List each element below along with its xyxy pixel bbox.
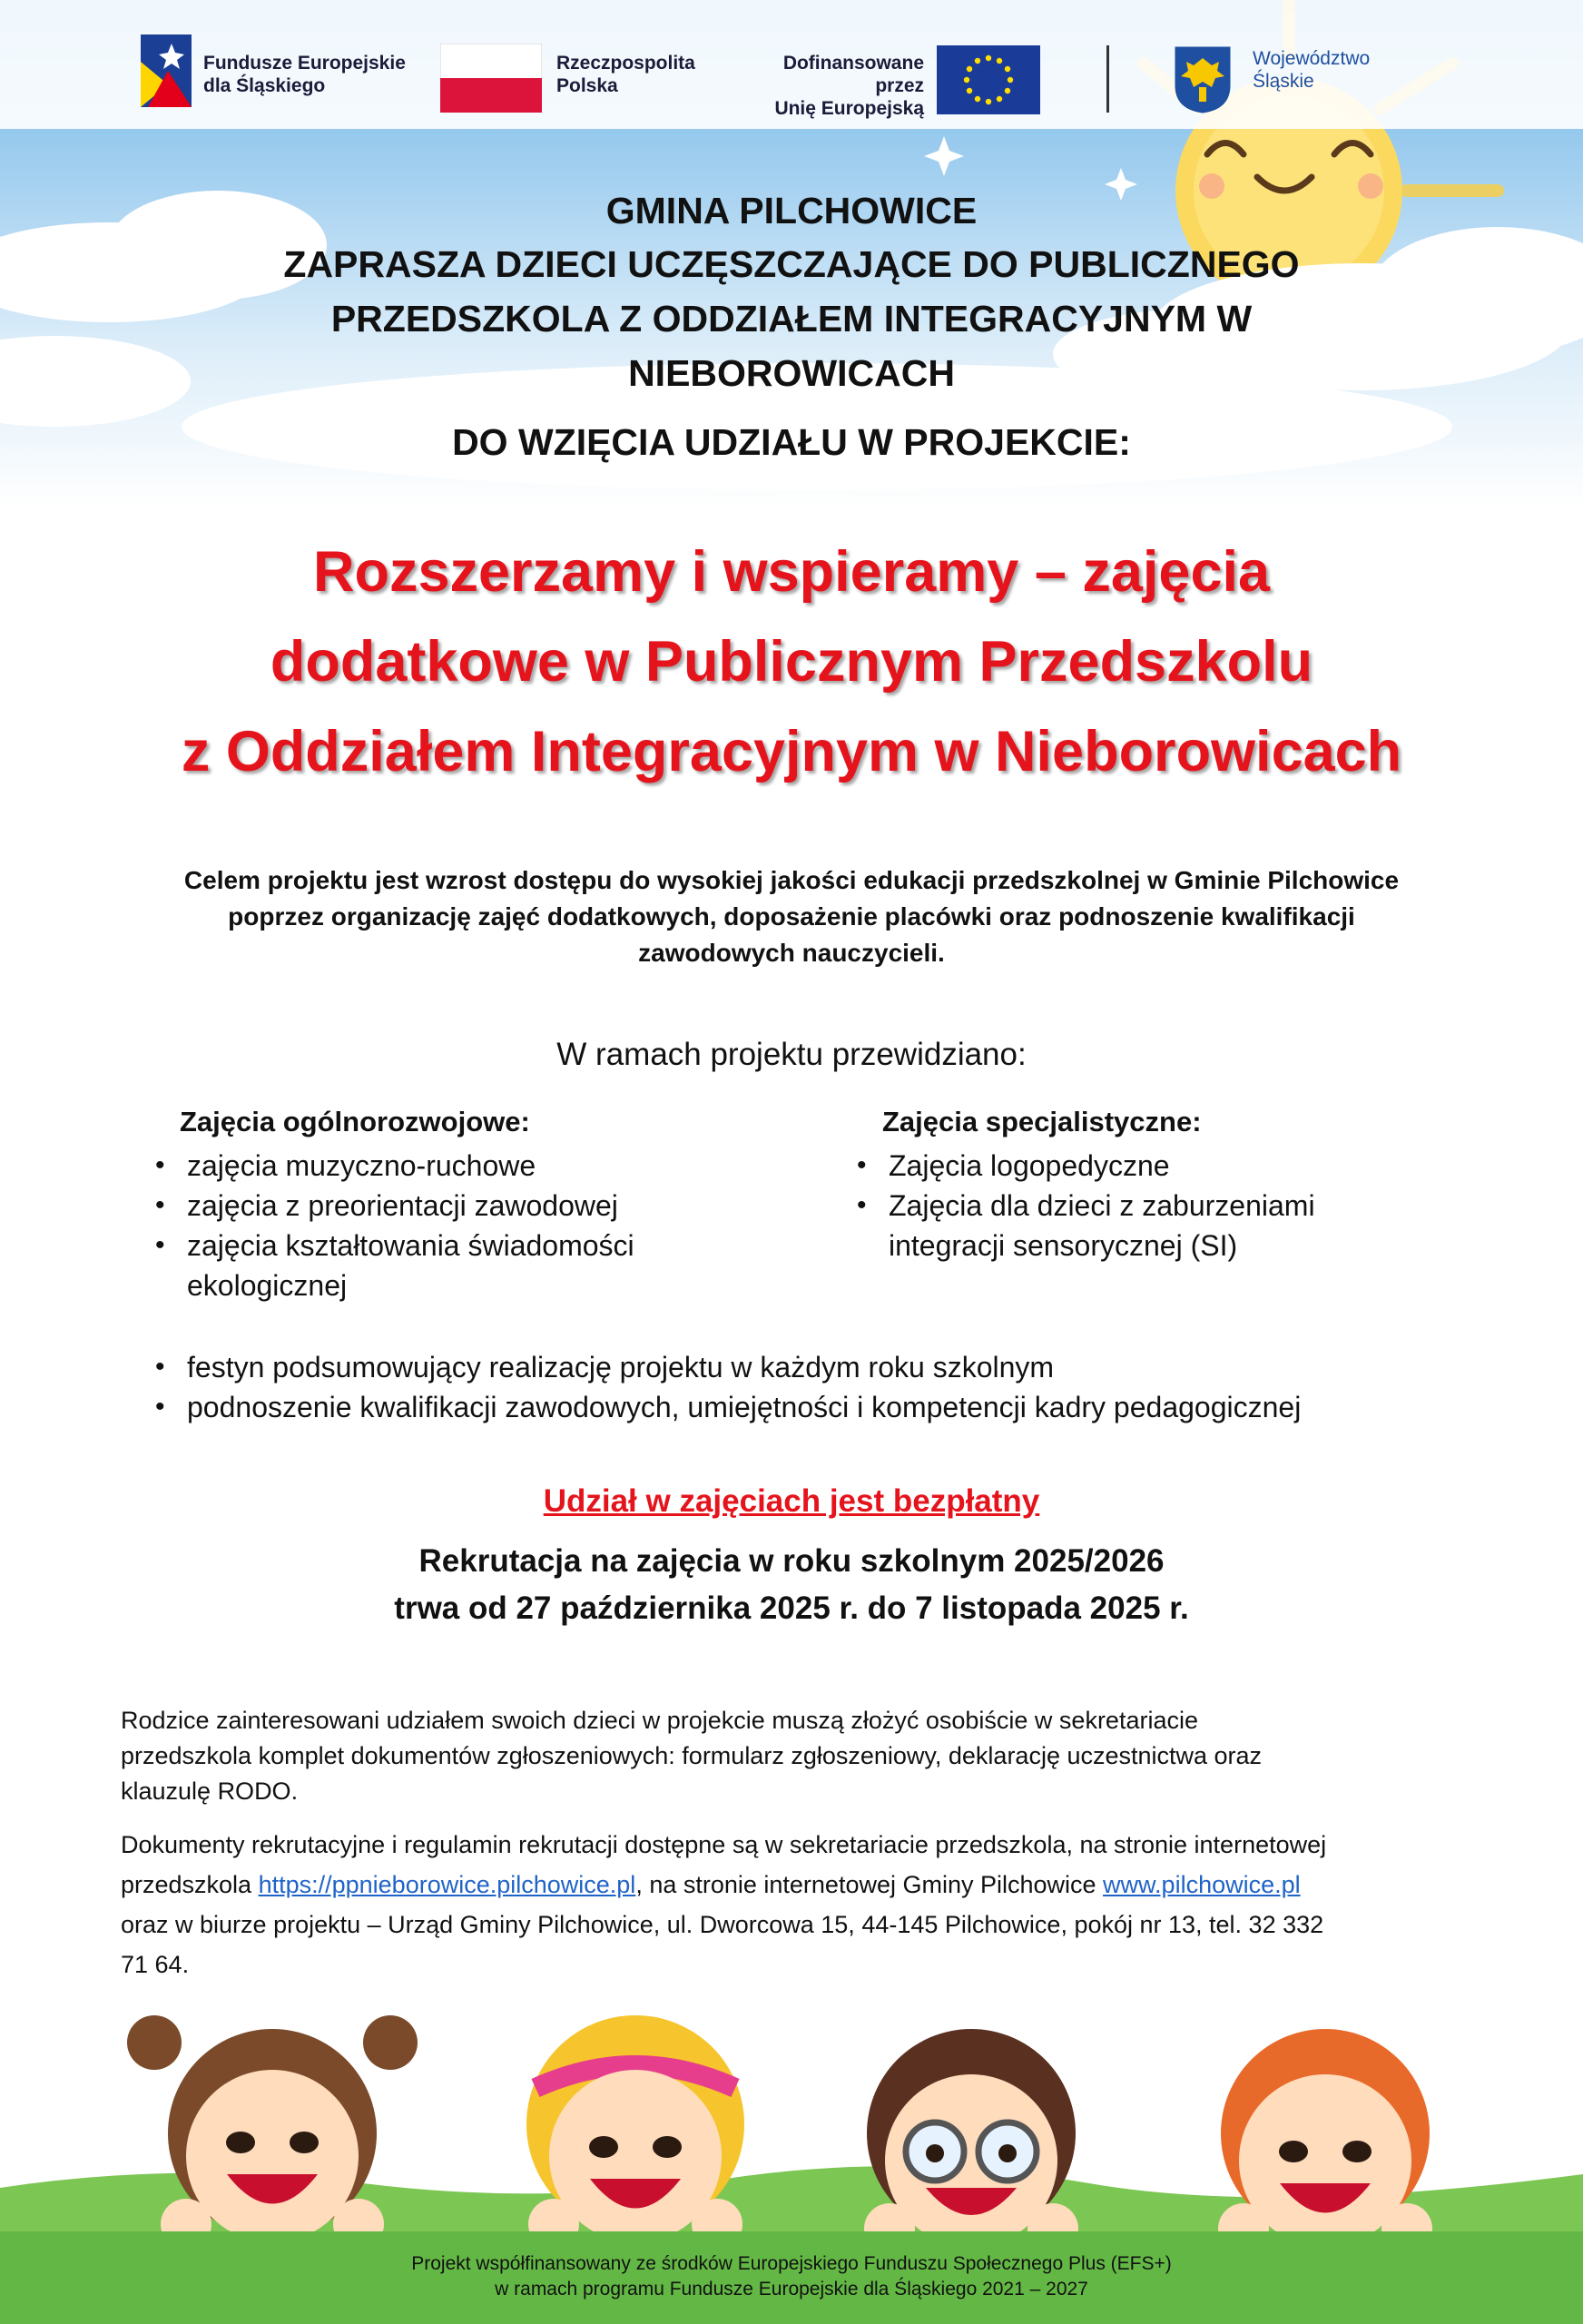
footer-note: Projekt współfinansowany ze środków Europejskiego Funduszu Społecznego Plus (EFS+) w ramach programu Fundusze Europejskie dla Śląskiego 2021 – 2027 (411, 2253, 1172, 2299)
slaskie-coat-of-arms-icon (1174, 45, 1232, 114)
kindergarten-website-link[interactable]: https://ppnieborowice.pilchowice.pl (258, 1871, 636, 1898)
eu-flag-icon (937, 45, 1040, 114)
list-item: • festyn podsumowujący realizację projektu w każdym roku szkolnym (151, 1347, 1467, 1387)
parents-paragraph-1: Rodzice zainteresowani udziałem swoich dzieci w projekcie muszą złożyć osobiście w sekretariacie przedszkola komplet dokumentów zgłoszeniowych: formularz zgłoszeniowy, deklarację uczestnictwa oraz klauzulę RODO. (121, 1707, 1263, 1805)
specialist-activities-list (852, 1146, 1361, 1265)
project-title-line-3: z Oddziałem Integracyjnym w Nieborowicach (181, 720, 1402, 783)
scope-lead: W ramach projektu przewidziano: (556, 1037, 1027, 1072)
list-item: • Zajęcia logopedyczne (852, 1146, 1361, 1186)
invite-line-1: ZAPRASZA DZIECI UCZĘSZCZAJĄCE DO PUBLICZNEGO (283, 243, 1300, 285)
extra-activities-list (151, 1347, 1467, 1427)
general-activities-heading: Zajęcia ogólnorozwojowe: (180, 1106, 530, 1137)
invite-line-2: PRZEDSZKOLA Z ODDZIAŁEM INTEGRACYJNYM W (330, 298, 1253, 340)
logo-divider (1106, 45, 1109, 113)
org-name: GMINA PILCHOWICE (605, 190, 978, 231)
polish-flag-icon (440, 44, 542, 113)
list-item: • zajęcia kształtowania świadomości ekologicznej (151, 1226, 713, 1305)
project-title-line-1: Rozszerzamy i wspieramy – zajęcia (312, 540, 1271, 604)
project-title-line-2: dodatkowe w Publicznym Przedszkolu (270, 630, 1313, 694)
general-activities-list (151, 1146, 713, 1305)
children-illustration (0, 2006, 1583, 2242)
fe-logo-text: Fundusze Europejskie dla Śląskiego (203, 53, 406, 96)
fe-logo-icon (141, 34, 192, 107)
list-item: • zajęcia z preorientacji zawodowej (151, 1186, 713, 1226)
specialist-activities-heading: Zajęcia specjalistyczne: (882, 1106, 1202, 1137)
project-goal: Celem projektu jest wzrost dostępu do wysokiej jakości edukacji przedszkolnej w Gminie Pilchowice poprzez organizację zajęć dodatkowych, doposażenie placówki oraz podnoszenie kwalifikacji zawodowych nauczycieli. (183, 866, 1400, 967)
municipality-website-link[interactable]: www.pilchowice.pl (1103, 1871, 1301, 1898)
rp-logo-text: Rzeczpospolita Polska (556, 53, 695, 96)
list-item: • Zajęcia dla dzieci z zaburzeniami integracji sensorycznej (SI) (852, 1186, 1361, 1265)
invite-line-3: NIEBOROWICACH (628, 352, 955, 394)
list-item: • podnoszenie kwalifikacji zawodowych, umiejętności i kompetencji kadry pedagogicznej (151, 1387, 1467, 1427)
ue-logo-text: Dofinansowane przez Unię Europejską (774, 53, 924, 119)
recruitment-period: Rekrutacja na zajęcia w roku szkolnym 2025/2026 trwa od 27 października 2025 r. do 7 listopada 2025 r. (394, 1543, 1189, 1626)
free-participation-note: Udział w zajęciach jest bezpłatny (543, 1483, 1040, 1519)
parents-paragraph-2: Dokumenty rekrutacyjne i regulamin rekrutacji dostępne są w sekretariacie przedszkola, na stronie internetowej przedszkola https://ppnieborowice.pilchowice.pl, na stronie internetowej Gminy Pilchowice www.pilchowice.pl oraz w biurze projektu – Urząd Gminy Pilchowice, ul. Dworcowa 15, 44-145 Pilchowice, pokój nr 13, tel. 32 332 71 64. (121, 1831, 1327, 1978)
list-item: • zajęcia muzyczno-ruchowe (151, 1146, 713, 1186)
slaskie-logo-text: Województwo Śląskie (1253, 48, 1371, 92)
invite-line-4: DO WZIĘCIA UDZIAŁU W PROJEKCIE: (452, 421, 1131, 463)
